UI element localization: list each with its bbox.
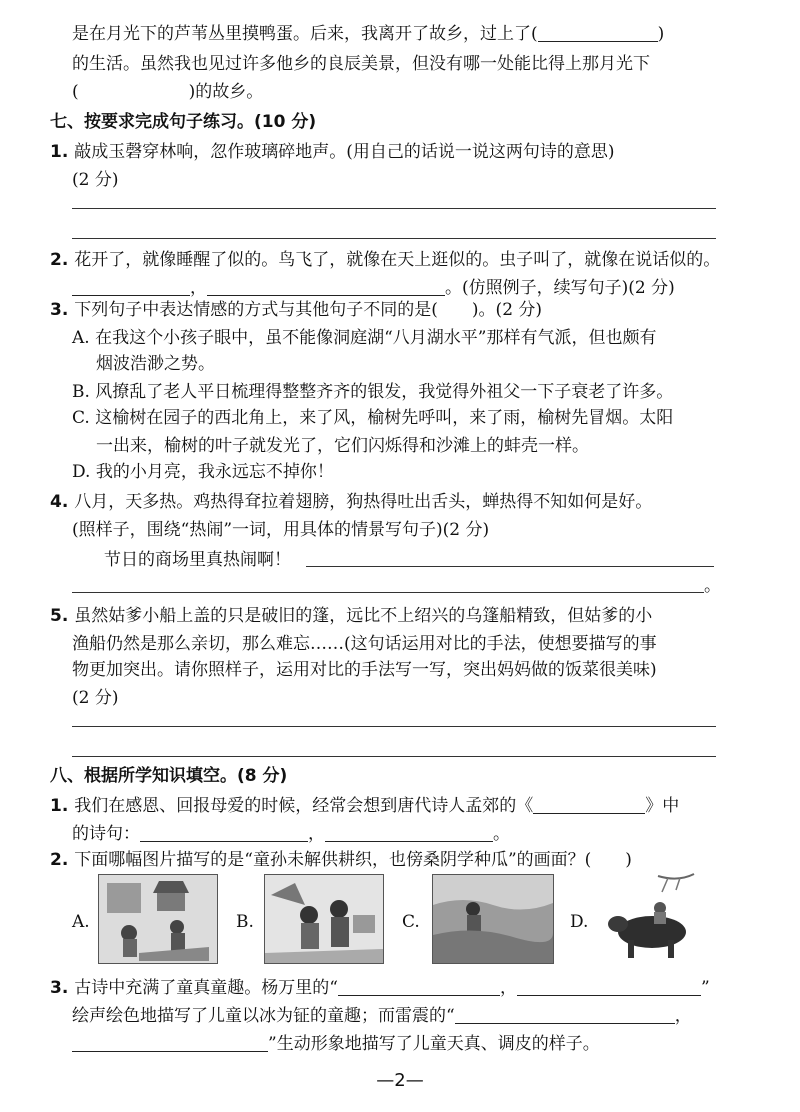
buffalo-rider-icon	[598, 872, 710, 964]
question-8-3: 3. 古诗中充满了童真童趣。杨万里的“ ， ”	[50, 978, 710, 998]
option-label-b: B.	[236, 912, 254, 932]
answer-blank[interactable]	[455, 1007, 675, 1024]
question-7-2: 2. 花开了，就像睡醒了似的。鸟飞了，就像在天上逛似的。虫子叫了，就像在说话似的。	[50, 250, 721, 270]
option-a-line-1: A. 在我这个小孩子眼中，虽不能像洞庭湖“八月湖水平”那样有气派，但也颇有	[72, 328, 657, 348]
page-number: —2—	[376, 1070, 424, 1091]
question-7-4-instruction: (照样子，围绕“热闹”一词，用具体的情景写句子)(2 分)	[72, 520, 490, 540]
question-8-1: 1. 我们在感恩、回报母爱的时候，经常会想到唐代诗人孟郊的《 》中	[50, 796, 680, 816]
question-7-5-line-2: 渔船仍然是那么亲切，那么难忘……(这句话运用对比的手法，使想要描写的事	[72, 634, 657, 654]
question-8-1-line-2: 的诗句： ， 。	[72, 824, 510, 844]
picture-option-c[interactable]	[432, 874, 554, 964]
answer-blank[interactable]	[207, 279, 445, 296]
answer-blank[interactable]	[325, 825, 493, 842]
question-7-5: 5. 虽然姑爹小船上盖的只是破旧的篷，远比不上绍兴的乌篷船精致，但姑爹的小	[50, 606, 653, 626]
section-7-title: 七、按要求完成句子练习。(10 分)	[50, 112, 317, 132]
option-c-line-1: C. 这榆树在园子的西北角上，来了风，榆树先呼叫，来了雨，榆树先冒烟。太阳	[72, 408, 674, 428]
question-8-3-line-3: ”生动形象地描写了儿童天真、调皮的样子。	[72, 1032, 600, 1056]
option-label-d: D.	[570, 912, 589, 932]
option-label-c: C.	[402, 912, 420, 932]
picture-option-a[interactable]	[98, 874, 218, 964]
answer-blank[interactable]	[140, 825, 308, 842]
passage-line-3: ( )的故乡。	[72, 82, 264, 102]
answer-blank[interactable]	[538, 25, 658, 42]
answer-line[interactable]	[72, 726, 716, 727]
option-d: D. 我的小月亮，我永远忘不掉你！	[72, 462, 334, 482]
passage-line-2: 的生活。虽然我也见过许多他乡的良辰美景，但没有哪一处能比得上那月光下	[72, 54, 650, 74]
farm-scene-icon	[99, 875, 217, 963]
option-label-a: A.	[72, 912, 90, 932]
answer-blank[interactable]	[533, 797, 645, 814]
option-c-line-2: 一出来，榆树的叶子就发光了，它们闪烁得和沙滩上的蚌壳一样。	[96, 436, 589, 456]
answer-line[interactable]	[72, 238, 716, 239]
picture-option-b[interactable]	[264, 874, 384, 964]
answer-line[interactable]	[306, 566, 714, 567]
question-7-4-prompt: 节日的商场里真热闹啊！	[104, 550, 291, 570]
question-score: (2 分)	[72, 170, 119, 190]
answer-line[interactable]	[72, 756, 716, 757]
answer-blank[interactable]	[72, 1035, 268, 1052]
answer-blank[interactable]	[72, 279, 190, 296]
answer-blank[interactable]	[79, 84, 189, 100]
answer-line[interactable]	[72, 208, 716, 209]
question-7-4: 4. 八月，天多热。鸡热得耷拉着翅膀，狗热得吐出舌头，蝉热得不知如何是好。	[50, 492, 653, 512]
question-score: (2 分)	[72, 688, 119, 708]
question-8-2: 2. 下面哪幅图片描写的是“童孙未解供耕织，也傍桑阴学种瓜”的画面？( )	[50, 850, 632, 870]
passage-line-1: 是在月光下的芦苇丛里摸鸭蛋。后来，我离开了故乡，过上了( )	[72, 24, 665, 44]
answer-blank[interactable]	[517, 979, 701, 996]
question-7-3: 3. 下列句子中表达情感的方式与其他句子不同的是( )。(2 分)	[50, 300, 543, 320]
option-a-line-2: 烟波浩渺之势。	[96, 354, 215, 374]
option-b: B. 风撩乱了老人平日梳理得整整齐齐的银发，我觉得外祖父一下子衰老了许多。	[72, 382, 674, 402]
picture-option-d[interactable]	[598, 872, 710, 964]
question-7-5-line-3: 物更加突出。请你照样子，运用对比的手法写一写，突出妈妈做的饭菜很美味)	[72, 660, 657, 680]
answer-line[interactable]	[72, 592, 704, 593]
children-play-icon	[265, 875, 383, 963]
period-mark: 。	[704, 576, 721, 596]
question-7-1: 1. 敲成玉磬穿林响，忽作玻璃碎地声。(用自己的话说一说这两句诗的意思)	[50, 142, 615, 162]
question-7-2-fill: ， 。(仿照例子，续写句子)(2 分)	[72, 276, 675, 300]
question-8-3-line-2: 绘声绘色地描写了儿童以冰为钲的童趣；而雷震的“ ，	[72, 1006, 692, 1026]
answer-blank[interactable]	[338, 979, 500, 996]
field-boy-icon	[433, 875, 553, 963]
section-8-title: 八、根据所学知识填空。(8 分)	[50, 766, 288, 786]
